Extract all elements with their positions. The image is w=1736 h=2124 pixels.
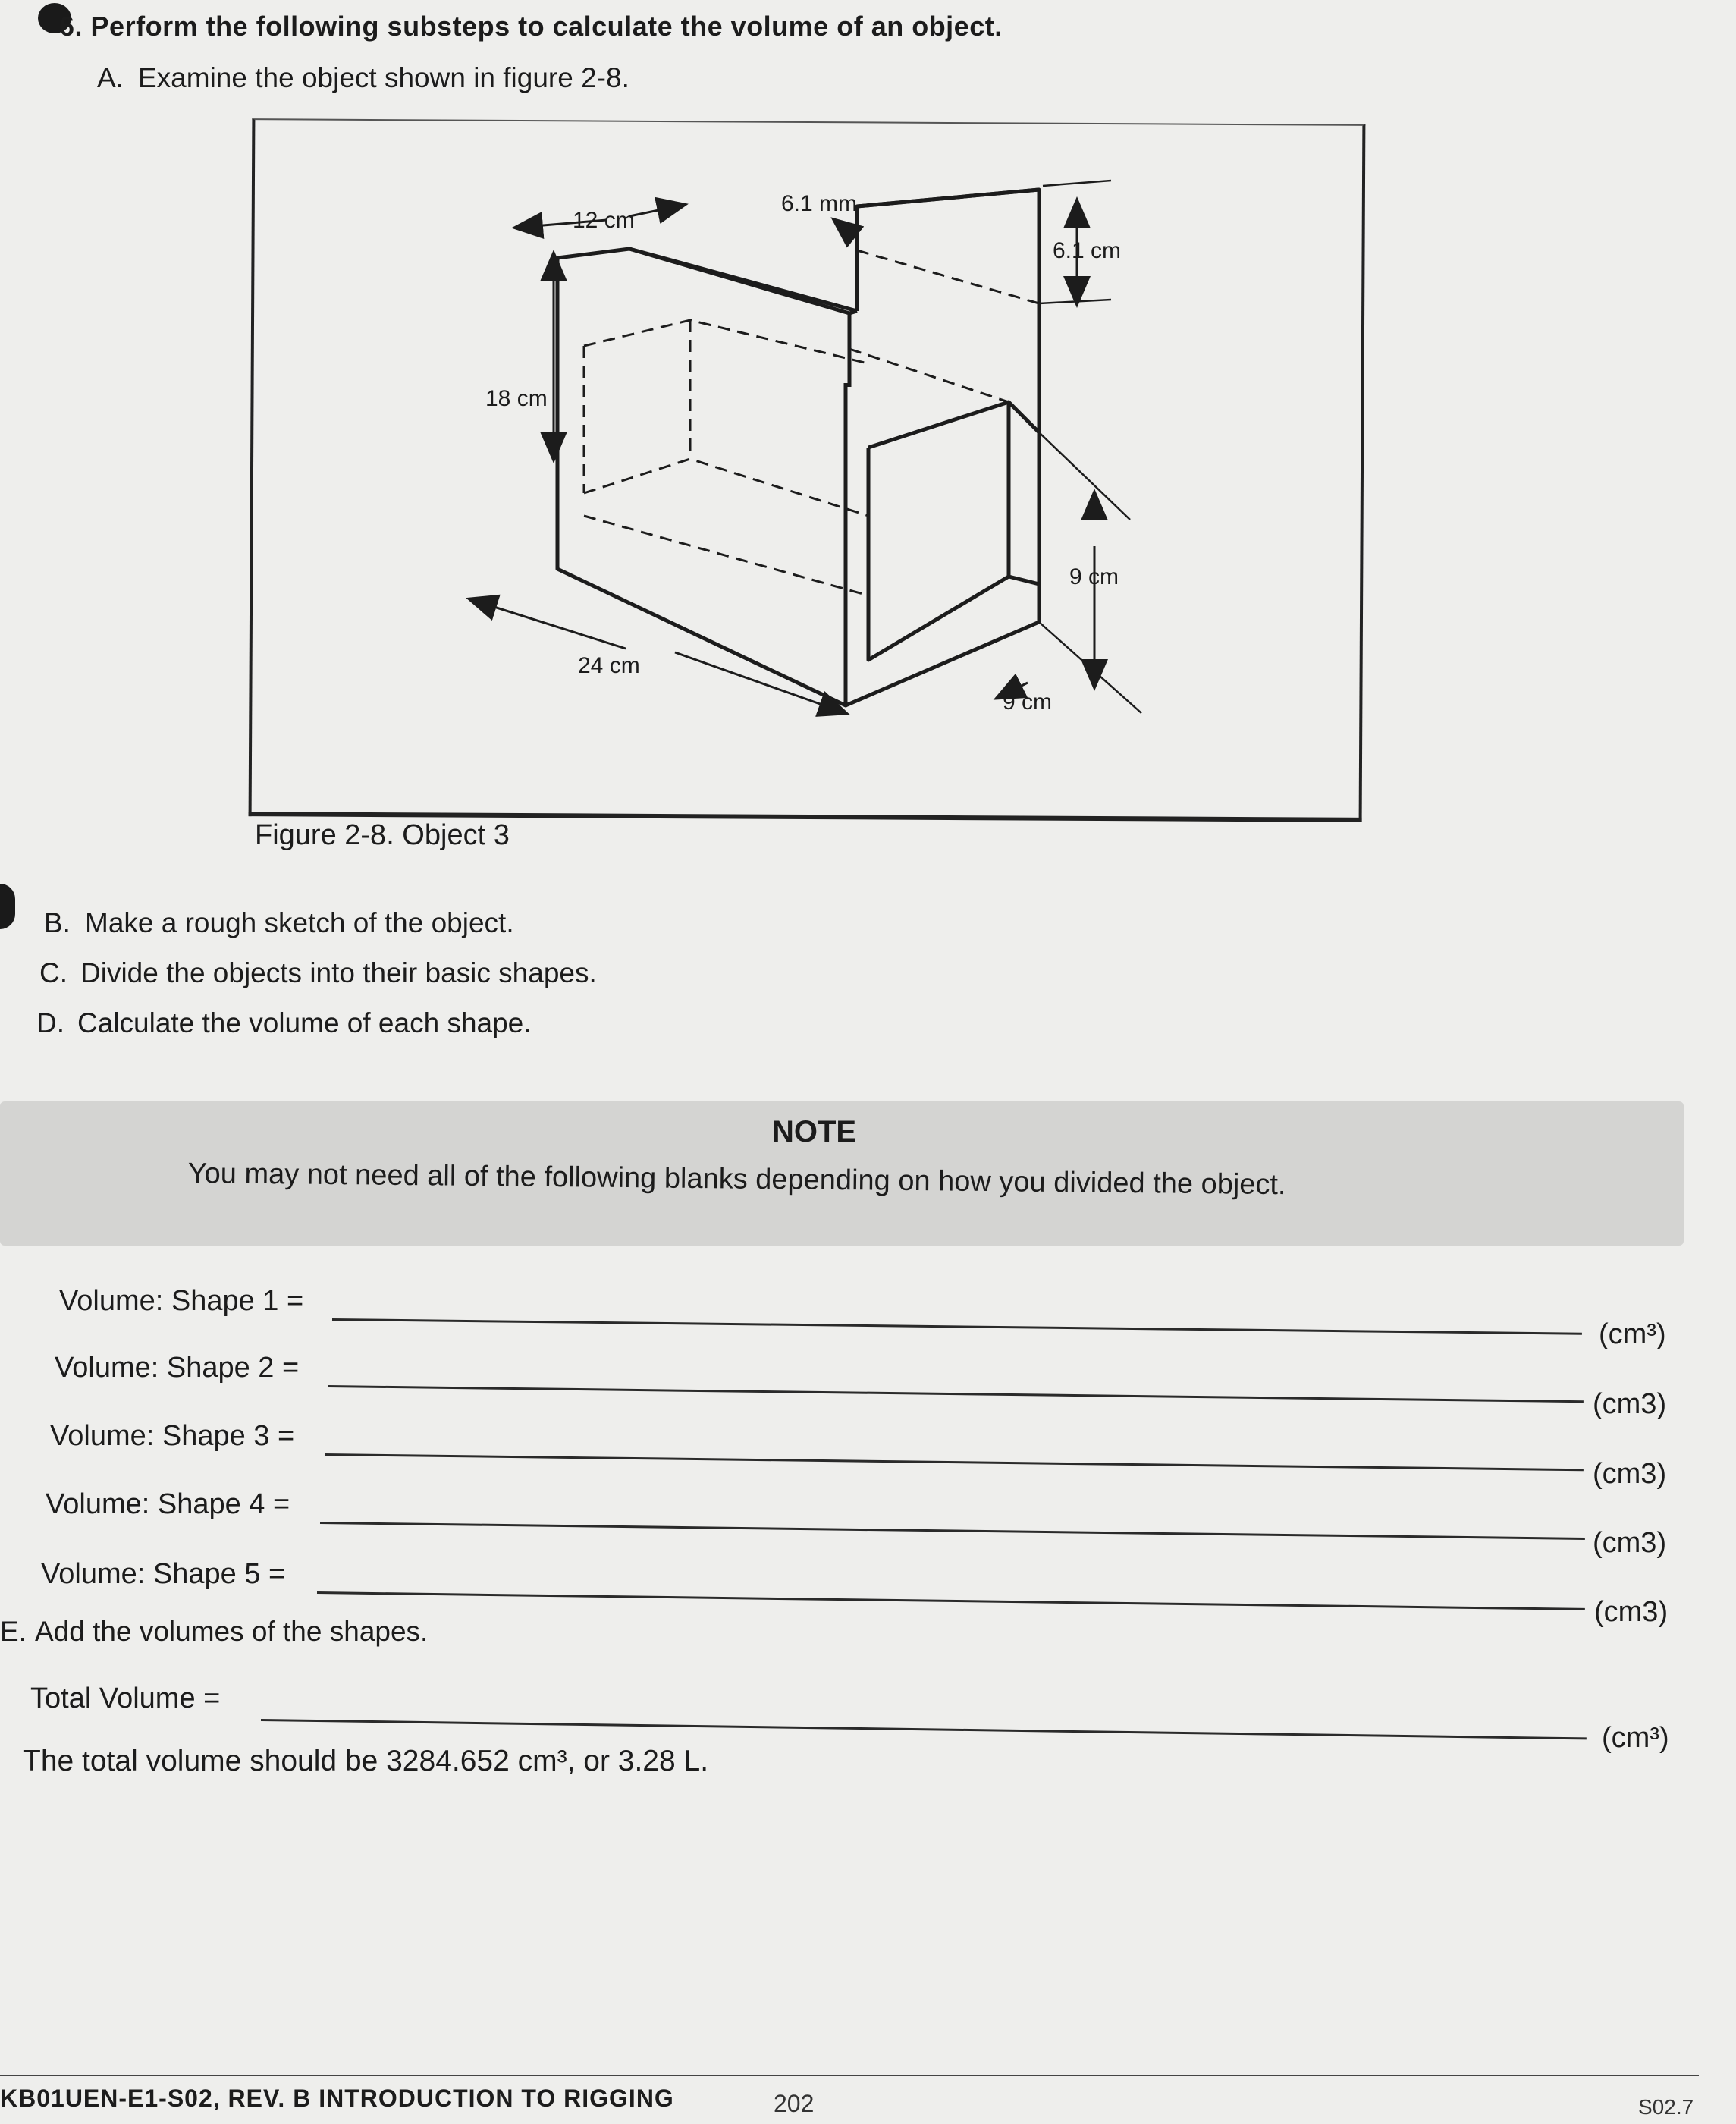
volume-label-3: Volume: Shape 3 = — [50, 1420, 295, 1452]
dim-right-height: 6.1 cm — [1053, 238, 1122, 263]
volume-unit-5: (cm3) — [1594, 1596, 1669, 1628]
total-volume-unit: (cm³) — [1602, 1722, 1669, 1754]
total-answer-blank[interactable] — [261, 1719, 1587, 1739]
dim-top-thickness: 6.1 mm — [781, 191, 858, 216]
footer-page-number: 202 — [774, 2090, 815, 2117]
step-a-text: Examine the object shown in figure 2-8. — [138, 62, 629, 93]
volume-label-4: Volume: Shape 4 = — [46, 1488, 290, 1520]
answer-blank-1[interactable] — [332, 1318, 1582, 1335]
total-volume-label: Total Volume = — [30, 1683, 221, 1714]
total-answer-note: The total volume should be 3284.652 cm³, or 3.28 L. — [23, 1745, 709, 1777]
footer-corner-code: S02.7 — [1638, 2095, 1694, 2119]
step-b — [44, 907, 514, 939]
volume-unit-4: (cm3) — [1593, 1527, 1667, 1559]
step-b-letter: B. — [44, 907, 71, 938]
margin-mark — [0, 884, 15, 929]
step-a — [97, 62, 629, 94]
step-e-text: Add the volumes of the shapes. — [35, 1616, 429, 1647]
answer-blank-3[interactable] — [325, 1453, 1584, 1471]
answer-blank-5[interactable] — [317, 1591, 1585, 1610]
back-panel — [857, 190, 1039, 432]
step-e-letter: E. — [0, 1616, 27, 1647]
step-d-text: Calculate the volume of each shape. — [77, 1007, 532, 1038]
step-b-text: Make a rough sketch of the object. — [85, 907, 514, 938]
footer-rule — [0, 2075, 1699, 2076]
figure-drawing — [250, 121, 1365, 819]
footer-doc-code: KB01UEN-E1-S02, REV. B INTRODUCTION TO RIGGING — [0, 2085, 674, 2112]
dim-step-height: 9 cm — [1069, 564, 1119, 589]
answer-blank-4[interactable] — [320, 1522, 1585, 1540]
step-e — [0, 1616, 428, 1648]
figure-caption: Figure 2-8. Object 3 — [255, 819, 510, 851]
volume-unit-2: (cm3) — [1593, 1388, 1667, 1420]
dim-length: 24 cm — [578, 653, 640, 678]
volume-label-2: Volume: Shape 2 = — [55, 1352, 300, 1384]
body-outline — [557, 258, 846, 705]
step-c-letter: C. — [39, 957, 67, 988]
question-number: 6. — [59, 11, 83, 42]
volume-unit-1: (cm³) — [1599, 1318, 1666, 1350]
note-text: You may not need all of the following blanks depending on how you divided the object. — [187, 1158, 1286, 1202]
dim-top-depth: 12 cm — [573, 208, 635, 233]
answer-blank-2[interactable] — [328, 1385, 1584, 1403]
note-title: NOTE — [772, 1115, 857, 1148]
step-d-letter: D. — [36, 1007, 64, 1038]
volume-unit-3: (cm3) — [1593, 1458, 1667, 1490]
volume-label-1: Volume: Shape 1 = — [59, 1285, 304, 1317]
step-c-text: Divide the objects into their basic shapes. — [80, 957, 597, 988]
dim-height: 18 cm — [485, 386, 548, 411]
top-face — [557, 249, 849, 313]
hidden-edge — [584, 320, 865, 363]
step-d — [36, 1007, 532, 1039]
volume-label-5: Volume: Shape 5 = — [41, 1558, 286, 1590]
step-c — [39, 957, 597, 989]
dim-step-width: 9 cm — [1003, 690, 1053, 715]
step-a-letter: A. — [97, 62, 124, 93]
step-face — [868, 402, 1009, 660]
question-title — [59, 11, 1003, 42]
question-text: Perform the following substeps to calculate the volume of an object. — [90, 11, 1003, 42]
